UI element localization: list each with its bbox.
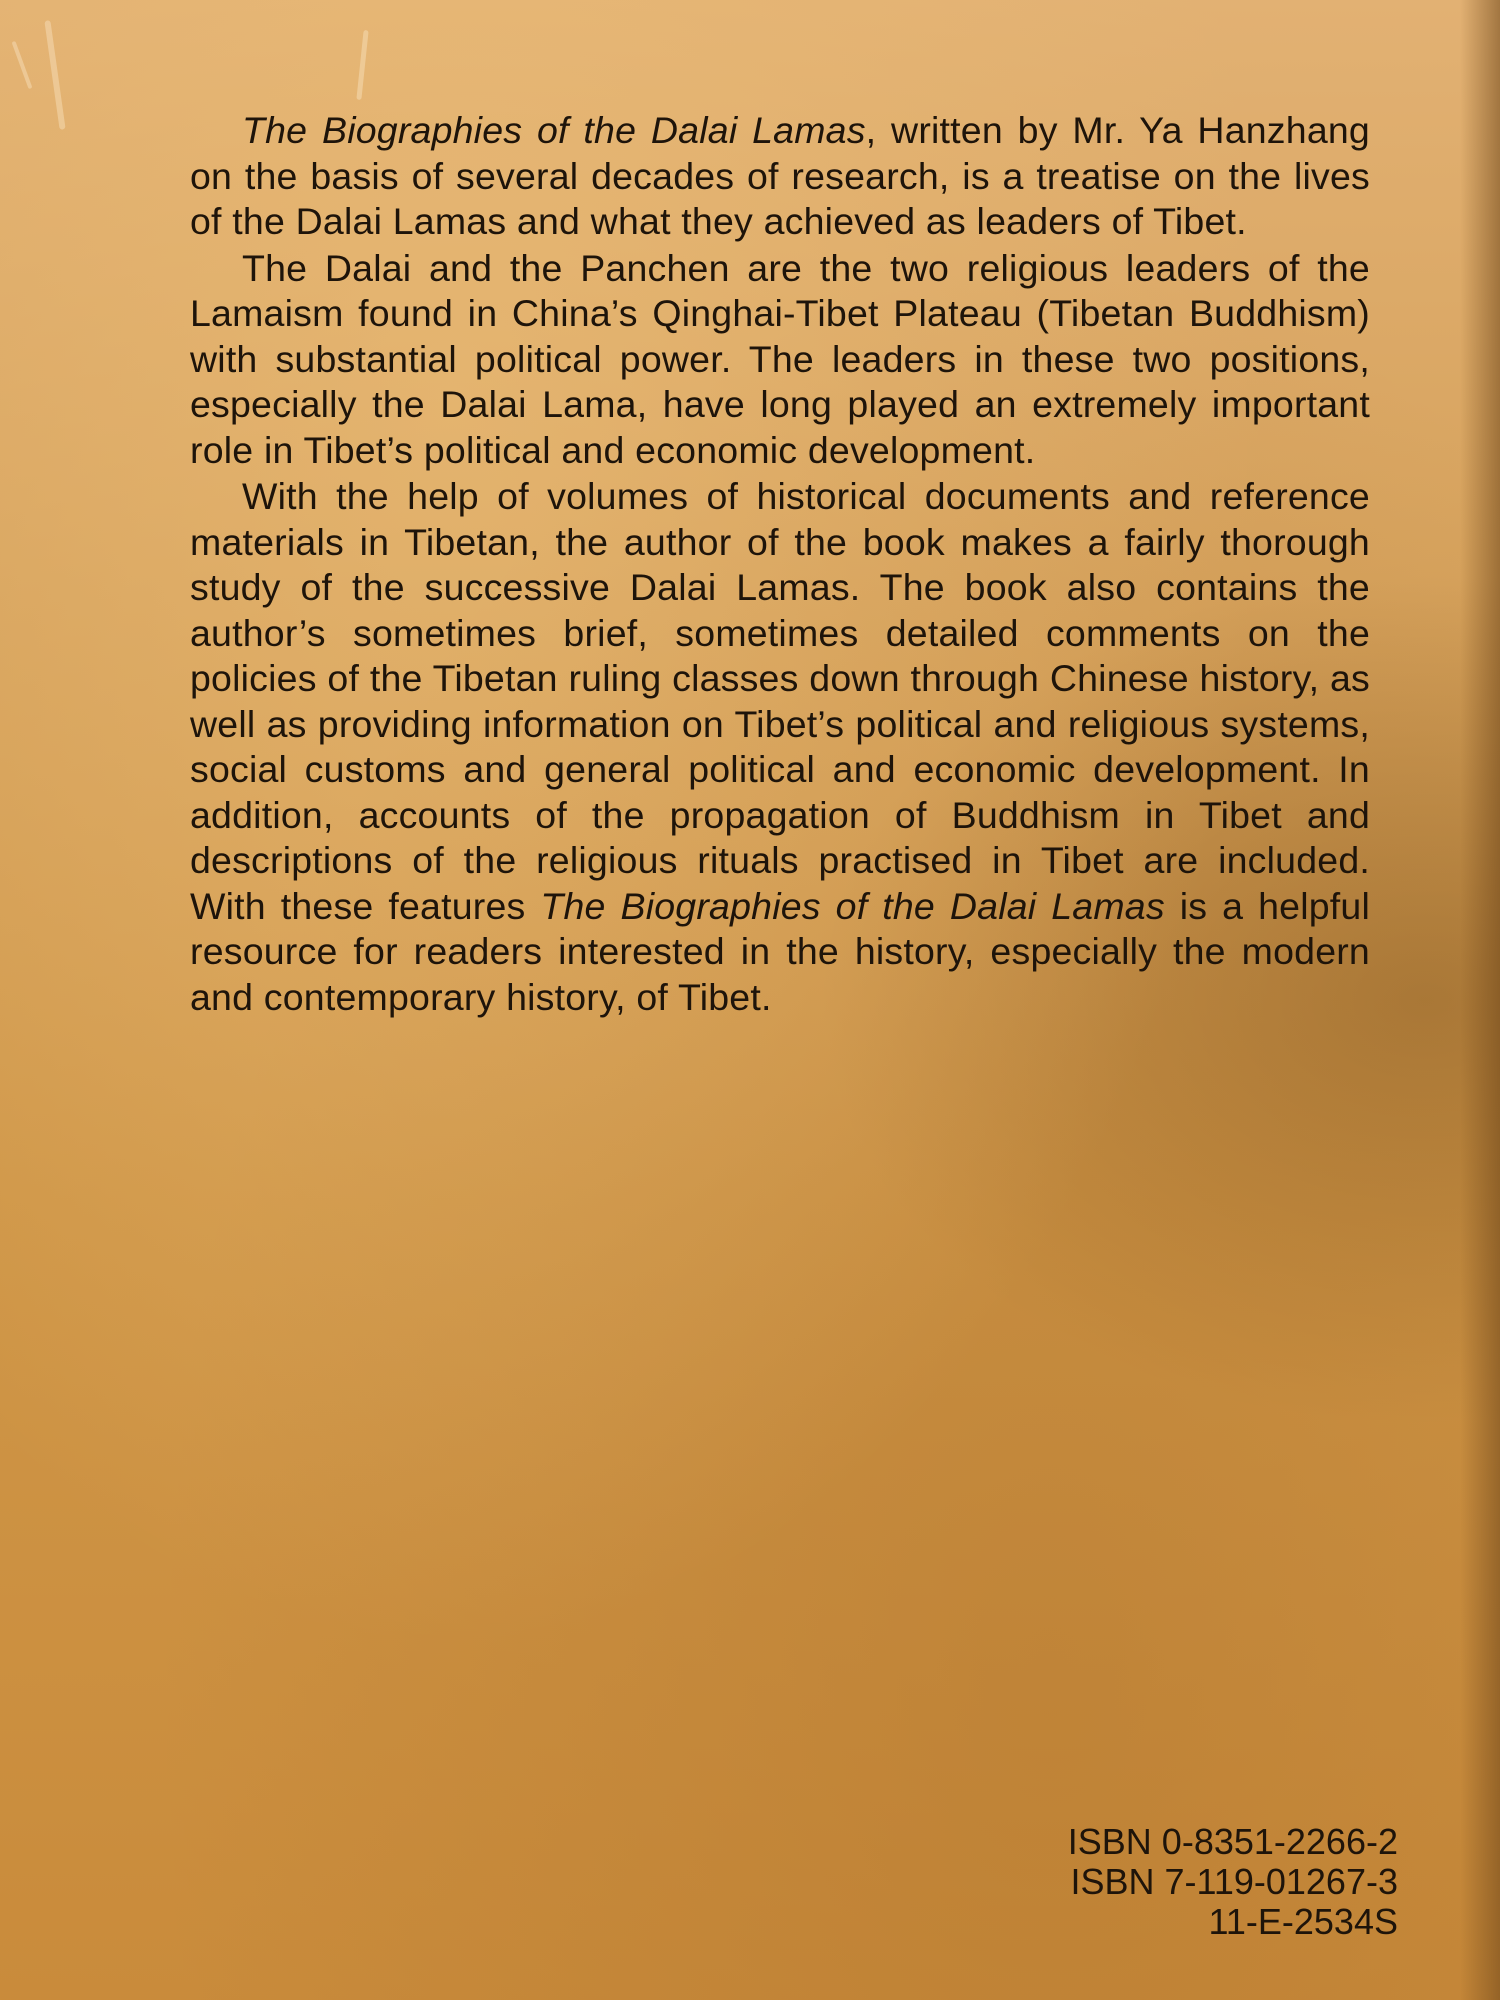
book-title: The Biographies of the Dalai Lamas <box>242 109 866 151</box>
catalog-code: 11-E-2534S <box>1208 1901 1398 1942</box>
paragraph-text: , written by Mr. Ya Hanzhang on the basis of several decades of research, is a treatise on the lives of the Dalai Lamas and what they achieved as leaders of Tibet. <box>190 109 1370 242</box>
blurb-text <box>190 108 1370 1020</box>
blurb-paragraph-3 <box>190 474 1370 1020</box>
isbn-line: ISBN 0-8351-2266-2 <box>1067 1821 1398 1862</box>
cover-wear-mark <box>44 20 65 130</box>
book-title: The Biographies of the Dalai Lamas <box>540 884 1165 927</box>
isbn-line: ISBN 7-119-01267-3 <box>1070 1861 1398 1902</box>
cover-edge-shadow <box>1460 0 1500 2000</box>
isbn-block <box>1068 1822 1398 1942</box>
paragraph-text: is a helpful resource for readers interested in the history, especially the modern and contemporary history, of Tibet. <box>190 884 1370 1018</box>
paragraph-text: With the help of volumes of historical documents and reference materials in Tibetan, the author of the book makes a fairly thorough study of the successive Dalai Lamas. The book also contains the author’s sometimes brief, sometimes detailed comments on the policies of the Tibetan ruling classes down through Chinese history, as well as providing information on Tibet’s political and religious systems, social customs and general political and economic development. In addition, accounts of the propagation of Buddhism in Tibet and descriptions of the religious rituals practised in Tibet are included. With these features <box>190 475 1370 927</box>
cover-wear-mark <box>12 41 33 89</box>
blurb-paragraph-2: The Dalai and the Panchen are the two religious leaders of the Lamaism found in China’s Qinghai-Tibet Plateau (Tibetan Buddhism) with substantial political power. The leaders in these two positions, especially the Dalai Lama, have long played an extremely important role in Tibet’s political and economic development. <box>190 246 1370 471</box>
blurb-paragraph-1 <box>190 108 1370 245</box>
cover-wear-mark <box>356 30 368 100</box>
